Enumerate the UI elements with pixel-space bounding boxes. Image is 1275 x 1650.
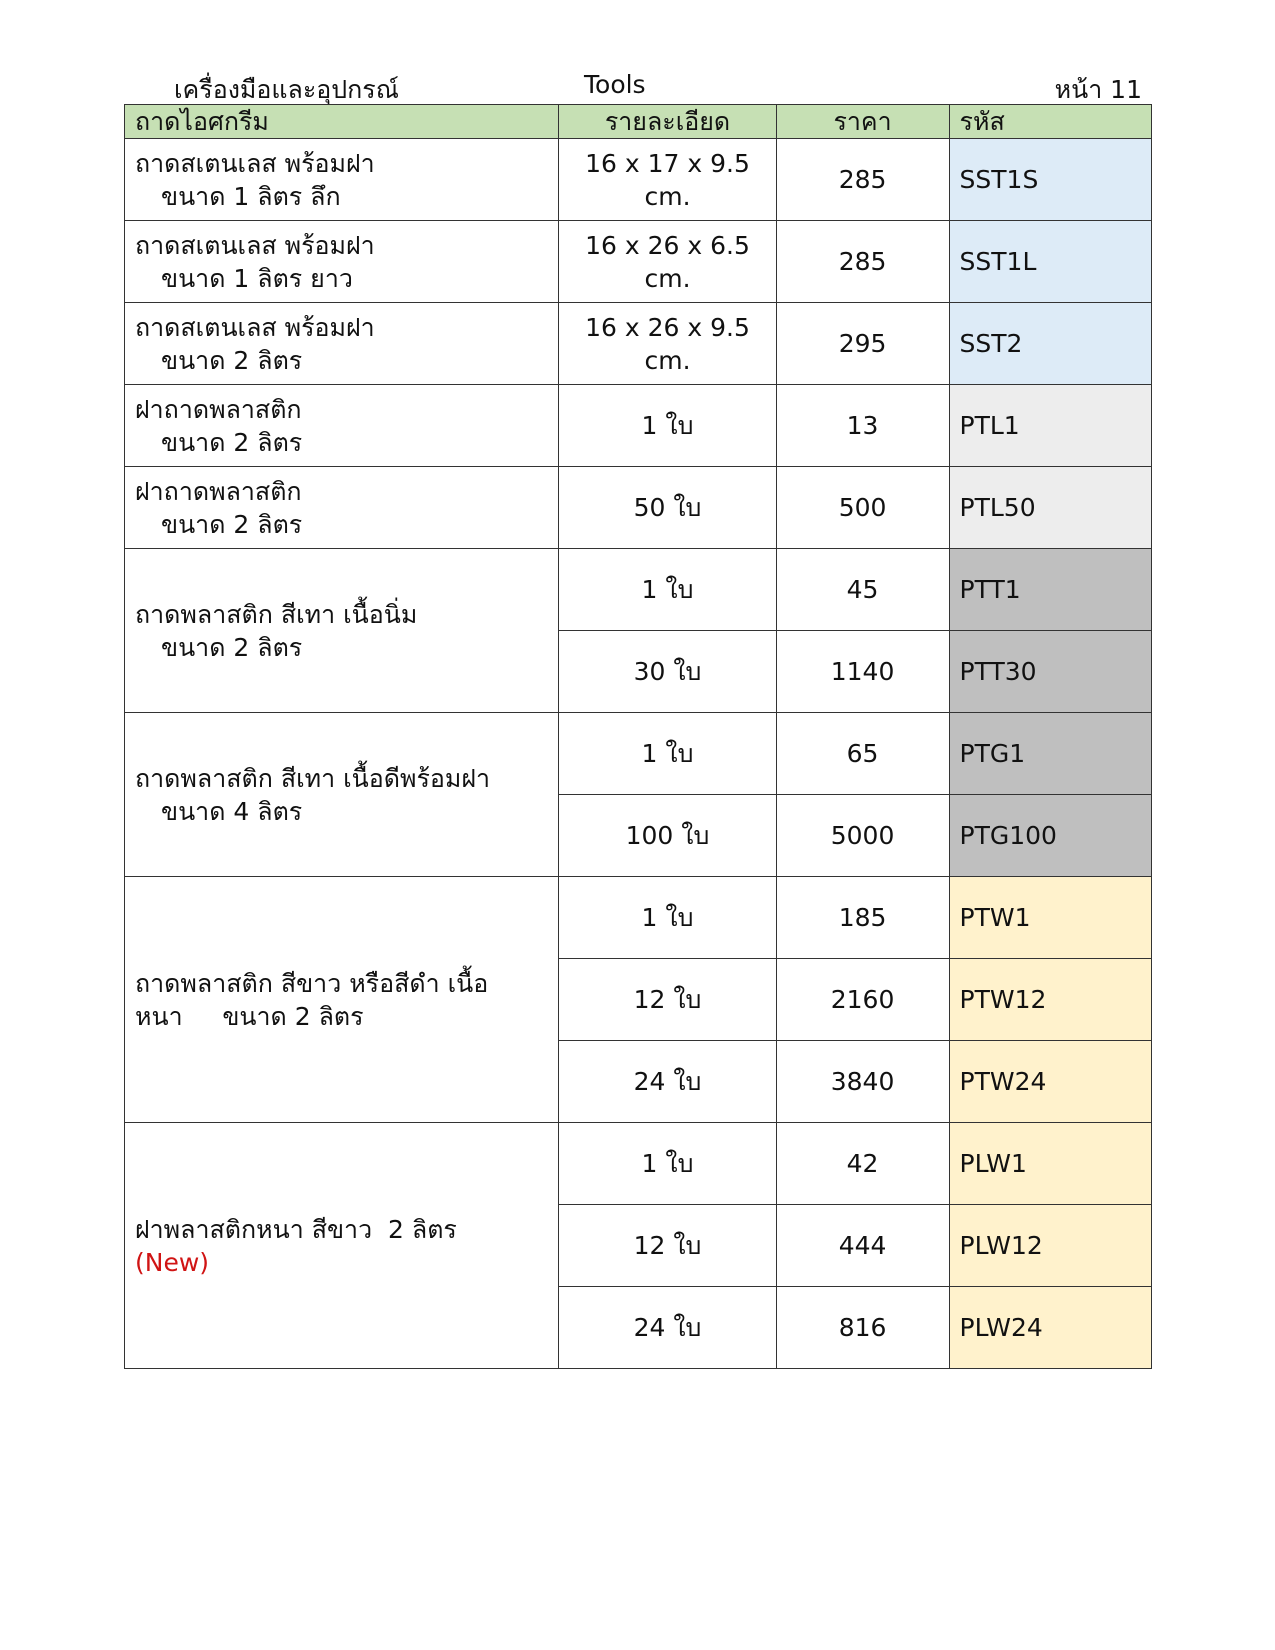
item-price: 13 <box>776 385 949 467</box>
page-header <box>124 70 1152 104</box>
item-price: 285 <box>776 139 949 221</box>
item-name: ถาดสเตนเลส พร้อมฝา ขนาด 1 ลิตร ลึก <box>125 139 559 221</box>
item-detail: 12 ใบ <box>559 1205 776 1287</box>
item-code: PTG100 <box>949 795 1151 877</box>
item-name: ถาดพลาสติก สีขาว หรือสีดำ เนื้อ หนา ขนาด 2 ลิตร <box>125 877 559 1123</box>
item-code: PLW1 <box>949 1123 1151 1205</box>
item-detail: 16 x 26 x 6.5 cm. <box>559 221 776 303</box>
item-detail: 12 ใบ <box>559 959 776 1041</box>
table-row <box>125 221 1152 303</box>
column-header-item: ถาดไอศกรีม <box>125 105 559 139</box>
table-row <box>125 303 1152 385</box>
item-price: 1140 <box>776 631 949 713</box>
item-price: 295 <box>776 303 949 385</box>
header-page-number: หน้า 11 <box>1054 75 1142 104</box>
item-code: SST1L <box>949 221 1151 303</box>
table-row <box>125 385 1152 467</box>
table-header-row <box>125 105 1152 139</box>
item-price: 65 <box>776 713 949 795</box>
item-code: PTT30 <box>949 631 1151 713</box>
item-code: PTG1 <box>949 713 1151 795</box>
column-header-code: รหัส <box>949 105 1151 139</box>
item-price: 5000 <box>776 795 949 877</box>
item-code: PTW1 <box>949 877 1151 959</box>
item-code: PTL50 <box>949 467 1151 549</box>
item-code: SST1S <box>949 139 1151 221</box>
item-code: PTT1 <box>949 549 1151 631</box>
item-name: ฝาถาดพลาสติก ขนาด 2 ลิตร <box>125 467 559 549</box>
item-price: 500 <box>776 467 949 549</box>
item-detail: 1 ใบ <box>559 713 776 795</box>
table-row <box>125 549 1152 631</box>
header-section: Tools <box>584 70 646 99</box>
item-price: 3840 <box>776 1041 949 1123</box>
header-category: เครื่องมือและอุปกรณ์ <box>174 75 399 104</box>
item-detail: 1 ใบ <box>559 549 776 631</box>
item-price: 42 <box>776 1123 949 1205</box>
table-row <box>125 467 1152 549</box>
table-row <box>125 1123 1152 1205</box>
item-price: 45 <box>776 549 949 631</box>
item-code: SST2 <box>949 303 1151 385</box>
item-code: PTW12 <box>949 959 1151 1041</box>
item-detail: 24 ใบ <box>559 1287 776 1369</box>
item-name: ฝาถาดพลาสติก ขนาด 2 ลิตร <box>125 385 559 467</box>
item-detail: 1 ใบ <box>559 877 776 959</box>
item-detail: 16 x 26 x 9.5 cm. <box>559 303 776 385</box>
item-detail: 30 ใบ <box>559 631 776 713</box>
item-detail: 1 ใบ <box>559 385 776 467</box>
item-price: 816 <box>776 1287 949 1369</box>
item-code: PLW12 <box>949 1205 1151 1287</box>
table-row <box>125 713 1152 795</box>
item-detail: 24 ใบ <box>559 1041 776 1123</box>
item-name: ถาดพลาสติก สีเทา เนื้อดีพร้อมฝา ขนาด 4 ลิตร <box>125 713 559 877</box>
item-name: ถาดพลาสติก สีเทา เนื้อนิ่ม ขนาด 2 ลิตร <box>125 549 559 713</box>
item-price: 444 <box>776 1205 949 1287</box>
item-name: ถาดสเตนเลส พร้อมฝา ขนาด 2 ลิตร <box>125 303 559 385</box>
item-price: 185 <box>776 877 949 959</box>
table-row <box>125 877 1152 959</box>
item-price: 285 <box>776 221 949 303</box>
column-header-price: ราคา <box>776 105 949 139</box>
item-detail: 100 ใบ <box>559 795 776 877</box>
item-detail: 50 ใบ <box>559 467 776 549</box>
item-name: ถาดสเตนเลส พร้อมฝา ขนาด 1 ลิตร ยาว <box>125 221 559 303</box>
item-code: PLW24 <box>949 1287 1151 1369</box>
item-code: PTW24 <box>949 1041 1151 1123</box>
new-badge: (New) <box>135 1247 210 1277</box>
item-code: PTL1 <box>949 385 1151 467</box>
item-price: 2160 <box>776 959 949 1041</box>
price-table <box>124 104 1152 1369</box>
item-name: ฝาพลาสติกหนา สีขาว 2 ลิตร (New) <box>125 1123 559 1369</box>
table-row <box>125 139 1152 221</box>
item-detail: 1 ใบ <box>559 1123 776 1205</box>
column-header-detail: รายละเอียด <box>559 105 776 139</box>
item-detail: 16 x 17 x 9.5 cm. <box>559 139 776 221</box>
